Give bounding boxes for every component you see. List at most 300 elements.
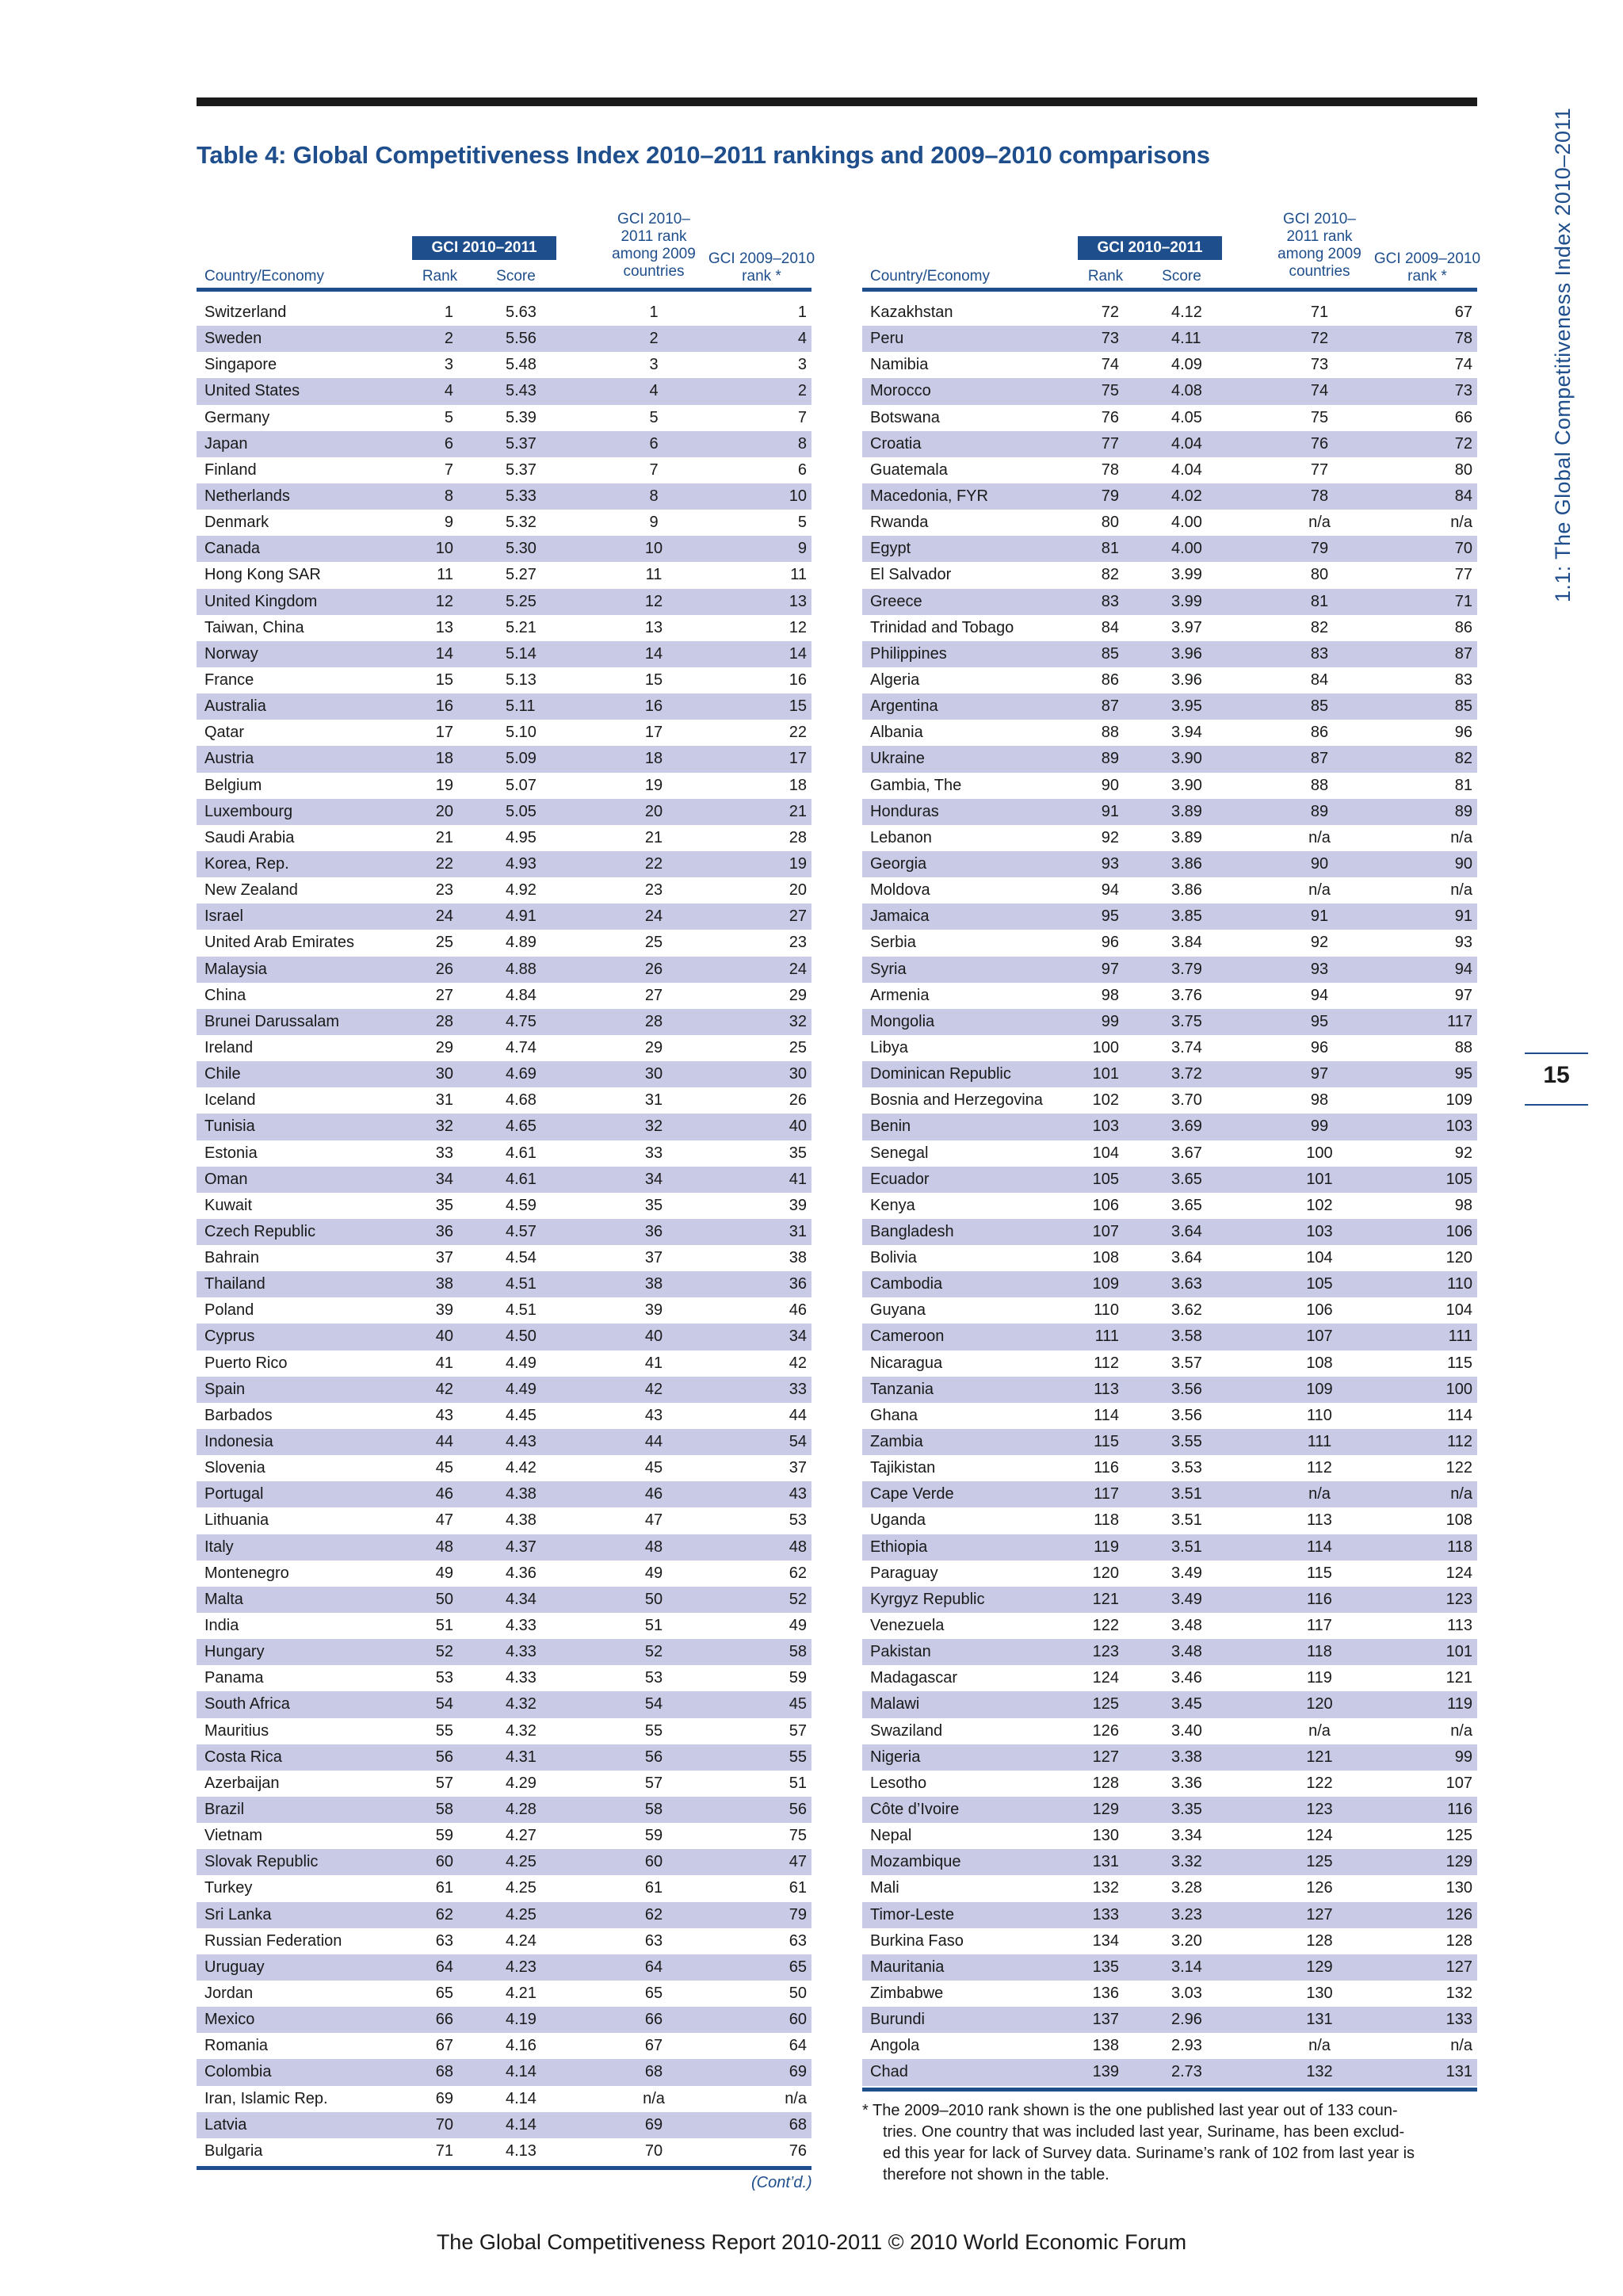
cell-rank: 117 bbox=[1094, 1485, 1119, 1503]
cell-rank: 67 bbox=[435, 2037, 453, 2055]
cell-among: n/a bbox=[1308, 1721, 1331, 1740]
cell-rank: 76 bbox=[1101, 408, 1119, 426]
cell-name: Panama bbox=[204, 1669, 264, 1687]
cell-prev: n/a bbox=[1450, 514, 1472, 532]
cell-rank: 121 bbox=[1092, 1590, 1119, 1608]
cell-rank: 27 bbox=[435, 986, 453, 1004]
cell-among: 104 bbox=[1306, 1249, 1333, 1267]
cell-among: 9 bbox=[649, 514, 659, 532]
cell-score: 3.36 bbox=[1171, 1774, 1202, 1792]
cell-score: 4.02 bbox=[1171, 487, 1202, 505]
cell-among: n/a bbox=[643, 2089, 665, 2107]
table-row bbox=[862, 1587, 1477, 1613]
cell-name: Oman bbox=[204, 1170, 248, 1188]
footnote-line: * The 2009–2010 rank shown is the one published last year out of 133 coun- bbox=[862, 2102, 1398, 2119]
table-row bbox=[862, 1797, 1477, 1823]
table-row bbox=[862, 1009, 1477, 1035]
cell-prev: 21 bbox=[789, 802, 807, 820]
cell-rank: 84 bbox=[1101, 618, 1119, 636]
table-row bbox=[862, 1981, 1477, 2007]
header-rule bbox=[197, 288, 812, 292]
cell-among: 21 bbox=[644, 828, 663, 846]
cell-score: 3.62 bbox=[1171, 1301, 1202, 1320]
cell-name: Romania bbox=[204, 2037, 269, 2055]
cell-rank: 43 bbox=[435, 1406, 453, 1424]
cell-score: 3.65 bbox=[1171, 1196, 1202, 1214]
cell-rank: 75 bbox=[1101, 382, 1119, 400]
cell-among: n/a bbox=[1308, 828, 1331, 846]
cell-prev: 18 bbox=[789, 776, 807, 794]
cell-name: Philippines bbox=[870, 644, 947, 663]
cell-name: Cyprus bbox=[204, 1328, 255, 1346]
cell-score: 4.34 bbox=[506, 1590, 537, 1608]
bottom-rule bbox=[197, 2166, 812, 2170]
cell-name: Turkey bbox=[204, 1879, 253, 1897]
cell-name: Jamaica bbox=[870, 907, 930, 926]
table-row bbox=[862, 1771, 1477, 1797]
header-rank: Rank bbox=[1087, 268, 1124, 285]
cell-score: 3.86 bbox=[1171, 881, 1202, 900]
table-row bbox=[197, 378, 812, 404]
table-row bbox=[197, 851, 812, 877]
cell-among: 75 bbox=[1310, 408, 1329, 426]
table-row bbox=[197, 1481, 812, 1507]
gci-2010-2011-badge: GCI 2010–2011 bbox=[1078, 236, 1222, 260]
cell-prev: n/a bbox=[1450, 2037, 1472, 2055]
cell-among: 80 bbox=[1310, 566, 1329, 584]
table-row bbox=[197, 1771, 812, 1797]
cell-score: 3.49 bbox=[1171, 1590, 1202, 1608]
cell-rank: 51 bbox=[435, 1617, 453, 1635]
table-row bbox=[197, 1981, 812, 2007]
cell-rank: 133 bbox=[1092, 1905, 1119, 1924]
cell-among: 68 bbox=[644, 2063, 663, 2081]
cell-name: Albania bbox=[870, 724, 923, 742]
table-row bbox=[862, 1245, 1477, 1271]
cell-name: Ecuador bbox=[870, 1170, 930, 1188]
cell-prev: 78 bbox=[1454, 330, 1472, 348]
cell-prev: 26 bbox=[789, 1091, 807, 1110]
cell-among: 130 bbox=[1306, 1985, 1333, 2002]
cell-among: 71 bbox=[1310, 304, 1329, 321]
cell-prev: 71 bbox=[1454, 592, 1472, 610]
cell-among: 131 bbox=[1306, 2011, 1333, 2029]
cell-score: 4.32 bbox=[506, 1721, 537, 1740]
cell-score: 5.37 bbox=[506, 460, 537, 479]
cell-score: 5.30 bbox=[506, 540, 537, 558]
cell-name: Mauritania bbox=[870, 1958, 945, 1976]
cell-rank: 101 bbox=[1092, 1065, 1119, 1083]
cell-rank: 55 bbox=[435, 1721, 453, 1740]
cell-prev: 25 bbox=[789, 1038, 807, 1056]
cell-prev: 41 bbox=[789, 1170, 807, 1188]
cell-rank: 14 bbox=[435, 644, 453, 663]
cell-rank: 45 bbox=[435, 1459, 453, 1477]
header-prev-line: GCI 2009–2010 bbox=[1373, 250, 1481, 267]
cell-prev: 9 bbox=[797, 540, 807, 558]
cell-name: Lithuania bbox=[204, 1511, 269, 1530]
cell-name: Nigeria bbox=[870, 1748, 921, 1766]
cell-name: China bbox=[204, 986, 246, 1004]
cell-rank: 28 bbox=[435, 1012, 453, 1030]
cell-rank: 120 bbox=[1092, 1564, 1119, 1582]
cell-name: Mexico bbox=[204, 2011, 255, 2029]
cell-rank: 137 bbox=[1092, 2011, 1119, 2029]
cell-among: 117 bbox=[1307, 1617, 1332, 1635]
cell-rank: 128 bbox=[1092, 1774, 1119, 1792]
table-header bbox=[862, 206, 1481, 292]
cell-prev: 126 bbox=[1445, 1905, 1472, 1924]
cell-rank: 37 bbox=[435, 1249, 453, 1267]
cell-name: Zambia bbox=[870, 1433, 923, 1451]
cell-among: 17 bbox=[644, 724, 663, 742]
table-row bbox=[197, 326, 812, 352]
cell-prev: 64 bbox=[789, 2037, 807, 2055]
cell-name: Jordan bbox=[204, 1985, 254, 2002]
cell-rank: 15 bbox=[435, 670, 453, 689]
table-row bbox=[197, 1954, 812, 1981]
cell-rank: 83 bbox=[1101, 592, 1119, 610]
cell-name: Netherlands bbox=[204, 487, 290, 505]
cell-score: 5.39 bbox=[506, 408, 537, 426]
header-gci-2009-2010 bbox=[702, 250, 821, 285]
header-country: Country/Economy bbox=[870, 268, 991, 285]
cell-score: 3.85 bbox=[1171, 907, 1202, 926]
cell-rank: 112 bbox=[1094, 1354, 1119, 1372]
cell-among: 84 bbox=[1310, 670, 1329, 689]
cell-rank: 47 bbox=[435, 1511, 453, 1530]
cell-rank: 16 bbox=[435, 697, 453, 716]
cell-score: 4.00 bbox=[1171, 540, 1202, 558]
cell-score: 3.84 bbox=[1171, 934, 1202, 952]
cell-prev: 112 bbox=[1447, 1433, 1472, 1451]
cell-rank: 64 bbox=[435, 1958, 453, 1976]
cell-score: 4.24 bbox=[506, 1931, 537, 1950]
cell-score: 4.04 bbox=[1171, 460, 1202, 479]
cell-name: Greece bbox=[870, 592, 922, 610]
table-row bbox=[862, 1087, 1477, 1114]
cell-score: 3.67 bbox=[1171, 1144, 1202, 1162]
cell-name: Slovenia bbox=[204, 1459, 265, 1477]
table-row bbox=[197, 1193, 812, 1219]
table-row bbox=[862, 2059, 1477, 2085]
footnote bbox=[862, 2100, 1480, 2186]
cell-prev: 46 bbox=[789, 1301, 807, 1320]
cell-rank: 111 bbox=[1094, 1328, 1119, 1346]
cell-name: Tanzania bbox=[870, 1380, 934, 1398]
table-row bbox=[862, 1849, 1477, 1875]
side-title-text: 1.1: The Global Competitiveness Index 2010–2011 bbox=[1551, 107, 1575, 602]
table-row bbox=[197, 877, 812, 904]
cell-name: Saudi Arabia bbox=[204, 828, 295, 846]
cell-rank: 73 bbox=[1101, 330, 1119, 348]
bottom-rule bbox=[862, 2088, 1477, 2092]
cell-among: 81 bbox=[1310, 592, 1329, 610]
header-prev-line: rank * bbox=[1407, 268, 1447, 285]
cell-name: Guatemala bbox=[870, 460, 948, 479]
cell-name: El Salvador bbox=[870, 566, 952, 584]
cell-name: South Africa bbox=[204, 1695, 290, 1713]
cell-score: 3.90 bbox=[1171, 776, 1202, 794]
cell-score: 4.31 bbox=[506, 1748, 537, 1766]
cell-name: Russian Federation bbox=[204, 1931, 342, 1950]
cell-prev: 59 bbox=[789, 1669, 807, 1687]
cell-score: 4.88 bbox=[506, 960, 537, 978]
cell-prev: 76 bbox=[789, 2141, 807, 2160]
cell-rank: 30 bbox=[435, 1065, 453, 1083]
cell-score: 3.70 bbox=[1171, 1091, 1202, 1110]
cell-prev: 109 bbox=[1445, 1091, 1472, 1110]
cell-among: 95 bbox=[1310, 1012, 1329, 1030]
header-among-line: countries bbox=[623, 263, 685, 280]
cell-rank: 87 bbox=[1101, 697, 1119, 716]
cell-name: Burundi bbox=[870, 2011, 925, 2029]
cell-rank: 138 bbox=[1092, 2037, 1119, 2055]
cell-rank: 38 bbox=[435, 1275, 453, 1293]
cell-rank: 39 bbox=[435, 1301, 453, 1320]
cell-prev: 6 bbox=[797, 460, 807, 479]
cell-rank: 23 bbox=[435, 881, 453, 900]
cell-name: Thailand bbox=[204, 1275, 265, 1293]
cell-score: 4.33 bbox=[506, 1617, 537, 1635]
cell-prev: 83 bbox=[1454, 670, 1472, 689]
cell-score: 4.45 bbox=[506, 1406, 537, 1424]
cell-score: 5.13 bbox=[506, 670, 537, 689]
cell-rank: 96 bbox=[1101, 934, 1119, 952]
table-row bbox=[197, 1665, 812, 1691]
cell-prev: 86 bbox=[1454, 618, 1472, 636]
cell-prev: 123 bbox=[1445, 1590, 1472, 1608]
cell-prev: 38 bbox=[789, 1249, 807, 1267]
cell-name: Bulgaria bbox=[204, 2141, 263, 2160]
table-row bbox=[862, 378, 1477, 404]
table-row bbox=[862, 1350, 1477, 1377]
table-row bbox=[862, 1875, 1477, 1901]
table-header bbox=[197, 206, 815, 292]
cell-name: Chile bbox=[204, 1065, 241, 1083]
cell-rank: 10 bbox=[435, 540, 453, 558]
table-row bbox=[197, 1087, 812, 1114]
cell-rank: 58 bbox=[435, 1801, 453, 1819]
table-row bbox=[862, 589, 1477, 615]
table-row bbox=[862, 877, 1477, 904]
table-row bbox=[197, 457, 812, 483]
cell-score: 4.05 bbox=[1171, 408, 1202, 426]
cell-among: 1 bbox=[649, 304, 659, 321]
cell-among: 40 bbox=[644, 1328, 663, 1346]
page-number: 15 bbox=[1543, 1062, 1570, 1088]
table-row bbox=[197, 1271, 812, 1297]
cell-score: 3.55 bbox=[1171, 1433, 1202, 1451]
footnote-line: tries. One country that was included last year, Suriname, has been exclud- bbox=[883, 2123, 1405, 2141]
cell-among: 3 bbox=[649, 356, 659, 374]
table-row bbox=[862, 1665, 1477, 1691]
table-row bbox=[862, 930, 1477, 956]
table-row bbox=[197, 2086, 812, 2112]
cell-rank: 42 bbox=[435, 1380, 453, 1398]
cell-prev: 132 bbox=[1445, 1985, 1472, 2002]
cell-score: 3.34 bbox=[1171, 1827, 1202, 1845]
cell-among: 47 bbox=[644, 1511, 663, 1530]
cell-rank: 63 bbox=[435, 1931, 453, 1950]
cell-prev: 35 bbox=[789, 1144, 807, 1162]
cell-name: Swaziland bbox=[870, 1721, 943, 1740]
top-rule bbox=[197, 97, 1477, 106]
cell-among: 58 bbox=[644, 1801, 663, 1819]
cell-prev: 36 bbox=[789, 1275, 807, 1293]
cell-prev: 50 bbox=[789, 1985, 807, 2002]
cell-prev: 61 bbox=[789, 1879, 807, 1897]
table-row bbox=[197, 2138, 812, 2164]
cell-among: 85 bbox=[1310, 697, 1329, 716]
table-row bbox=[862, 510, 1477, 536]
cell-name: Trinidad and Tobago bbox=[870, 618, 1014, 636]
cell-among: 122 bbox=[1306, 1774, 1333, 1792]
cell-prev: 89 bbox=[1454, 802, 1472, 820]
cell-among: 11 bbox=[645, 566, 663, 584]
cell-among: 93 bbox=[1310, 960, 1329, 978]
cell-name: Libya bbox=[870, 1038, 908, 1056]
cell-prev: 67 bbox=[1454, 304, 1472, 321]
cell-among: 106 bbox=[1306, 1301, 1333, 1320]
cell-among: 96 bbox=[1310, 1038, 1329, 1056]
table-row bbox=[862, 1744, 1477, 1771]
cell-rank: 56 bbox=[435, 1748, 453, 1766]
cell-among: 36 bbox=[644, 1222, 663, 1240]
cell-among: 124 bbox=[1306, 1827, 1333, 1845]
cell-name: Taiwan, China bbox=[204, 618, 304, 636]
cell-rank: 40 bbox=[435, 1328, 453, 1346]
cell-among: 120 bbox=[1306, 1695, 1333, 1713]
cell-name: United States bbox=[204, 382, 300, 400]
cell-name: Brunei Darussalam bbox=[204, 1012, 340, 1030]
cell-among: 57 bbox=[644, 1774, 663, 1792]
cell-rank: 119 bbox=[1094, 1538, 1119, 1556]
cell-name: Ethiopia bbox=[870, 1538, 928, 1556]
cell-rank: 105 bbox=[1092, 1170, 1119, 1188]
table-row bbox=[197, 930, 812, 956]
cell-among: 79 bbox=[1310, 540, 1329, 558]
cell-rank: 34 bbox=[435, 1170, 453, 1188]
cell-score: 4.33 bbox=[506, 1643, 537, 1661]
cell-rank: 85 bbox=[1101, 644, 1119, 663]
table-row bbox=[197, 1613, 812, 1639]
table-row bbox=[862, 405, 1477, 431]
cell-among: 83 bbox=[1310, 644, 1329, 663]
cell-rank: 4 bbox=[444, 382, 453, 400]
cell-name: Cambodia bbox=[870, 1275, 943, 1293]
ranking-table-left bbox=[197, 206, 815, 2170]
cell-rank: 99 bbox=[1101, 1012, 1119, 1030]
header-score: Score bbox=[1162, 268, 1201, 285]
table-row bbox=[862, 1324, 1477, 1350]
cell-among: n/a bbox=[1308, 881, 1331, 900]
cell-score: 3.46 bbox=[1171, 1669, 1202, 1687]
cell-rank: 88 bbox=[1101, 724, 1119, 742]
cell-score: 5.11 bbox=[506, 697, 536, 716]
cell-name: Botswana bbox=[870, 408, 940, 426]
cell-name: Mozambique bbox=[870, 1853, 961, 1871]
cell-score: 4.42 bbox=[506, 1459, 537, 1477]
cell-prev: 90 bbox=[1454, 854, 1472, 873]
table-row bbox=[197, 483, 812, 510]
table-row bbox=[862, 1403, 1477, 1429]
table-row bbox=[197, 773, 812, 799]
cell-among: 105 bbox=[1306, 1275, 1333, 1293]
cell-among: 25 bbox=[644, 934, 663, 952]
table-row bbox=[197, 1902, 812, 1928]
cell-name: Sri Lanka bbox=[204, 1905, 272, 1924]
cell-name: Algeria bbox=[870, 670, 920, 689]
cell-among: 59 bbox=[644, 1827, 663, 1845]
cell-among: 8 bbox=[649, 487, 659, 505]
cell-rank: 17 bbox=[435, 724, 453, 742]
cell-prev: 8 bbox=[797, 434, 807, 453]
cell-among: 67 bbox=[644, 2037, 663, 2055]
cell-rank: 129 bbox=[1092, 1801, 1119, 1819]
cell-among: 101 bbox=[1306, 1170, 1333, 1188]
cell-prev: 51 bbox=[789, 1774, 807, 1792]
cell-score: 4.16 bbox=[506, 2037, 537, 2055]
cell-among: 69 bbox=[644, 2115, 663, 2134]
cell-prev: 96 bbox=[1454, 724, 1472, 742]
cell-score: 5.07 bbox=[506, 776, 537, 794]
cell-rank: 68 bbox=[435, 2063, 453, 2081]
cell-name: Peru bbox=[870, 330, 904, 348]
cell-prev: n/a bbox=[785, 2089, 807, 2107]
cell-among: 110 bbox=[1307, 1406, 1332, 1424]
cell-rank: 114 bbox=[1094, 1406, 1119, 1424]
cell-prev: 23 bbox=[789, 934, 807, 952]
cell-prev: 49 bbox=[789, 1617, 807, 1635]
cell-rank: 107 bbox=[1092, 1222, 1119, 1240]
cell-name: Bosnia and Herzegovina bbox=[870, 1091, 1043, 1110]
table-row bbox=[862, 1429, 1477, 1455]
cell-among: 121 bbox=[1306, 1748, 1333, 1766]
cell-score: 4.51 bbox=[506, 1275, 537, 1293]
cell-among: 72 bbox=[1310, 330, 1329, 348]
cell-among: 114 bbox=[1307, 1538, 1332, 1556]
cell-prev: 60 bbox=[789, 2011, 807, 2029]
table-row bbox=[862, 562, 1477, 588]
cell-among: 64 bbox=[644, 1958, 663, 1976]
table-row bbox=[197, 667, 812, 693]
cell-prev: 107 bbox=[1445, 1774, 1472, 1792]
table-row bbox=[862, 326, 1477, 352]
cell-score: 4.09 bbox=[1171, 356, 1202, 374]
cell-among: 41 bbox=[644, 1354, 663, 1372]
cell-prev: 131 bbox=[1445, 2063, 1472, 2081]
cell-rank: 131 bbox=[1092, 1853, 1119, 1871]
cell-name: Côte d’Ivoire bbox=[870, 1801, 960, 1819]
cell-rank: 113 bbox=[1094, 1380, 1119, 1398]
cell-among: 29 bbox=[644, 1038, 663, 1056]
table-row bbox=[862, 799, 1477, 825]
cell-rank: 115 bbox=[1094, 1433, 1119, 1451]
cell-name: Uruguay bbox=[204, 1958, 265, 1976]
cell-rank: 93 bbox=[1101, 854, 1119, 873]
cell-score: 4.36 bbox=[506, 1564, 537, 1582]
cell-name: Burkina Faso bbox=[870, 1931, 964, 1950]
cell-prev: n/a bbox=[1450, 881, 1472, 900]
cell-among: 22 bbox=[644, 854, 663, 873]
cell-prev: 121 bbox=[1445, 1669, 1472, 1687]
cell-score: 4.74 bbox=[506, 1038, 537, 1056]
cell-prev: 48 bbox=[789, 1538, 807, 1556]
cell-among: 31 bbox=[644, 1091, 663, 1110]
cell-name: United Arab Emirates bbox=[204, 934, 354, 952]
cell-prev: 32 bbox=[789, 1012, 807, 1030]
